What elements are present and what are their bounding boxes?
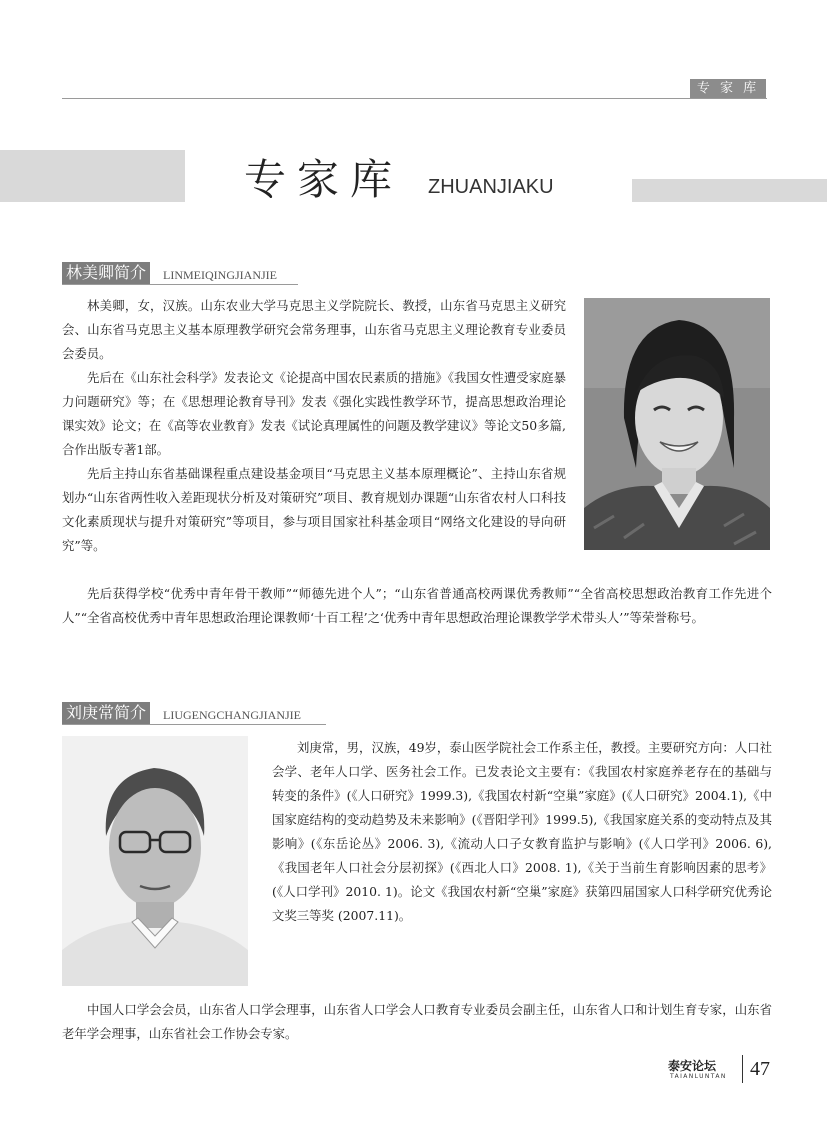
section-2-body-wide xyxy=(62,998,772,1046)
section-1-pinyin: LINMEIQINGJIANJIE xyxy=(163,268,277,282)
footer-divider xyxy=(742,1055,743,1083)
page-title: 专家库 xyxy=(244,155,404,204)
section-1-body-wide xyxy=(62,582,772,630)
page-title-pinyin: ZHUANJIAKU xyxy=(428,176,554,198)
page-number: 47 xyxy=(750,1058,770,1080)
section-1-rule xyxy=(62,284,298,285)
portrait-photo-lin-meiqing xyxy=(584,298,770,550)
section-1-paragraph: 先后主持山东省基础课程重点建设基金项目“马克思主义基本原理概论”、主持山东省规划办“山东省两性收入差距现状分析及对策研究”项目、教育规划办课题“山东省农村人口科技文化素质现状与提升对策研究”等项目，参与项目国家社科基金项目“网络文化建设的导向研究”等。 xyxy=(62,466,566,553)
title-band-right xyxy=(632,179,827,202)
section-2-label: 刘庚常简介 xyxy=(62,702,150,724)
section-1-body xyxy=(62,294,566,558)
section-2-body xyxy=(272,736,772,928)
section-1-paragraph: 先后获得学校“优秀中青年骨干教师”“师德先进个人”；“山东省普通高校两课优秀教师”“全省高校思想政治教育工作先进个人”“全省高校优秀中青年思想政治理论课教师‘十百工程’之‘优秀中青年思想政治理论课教学学术带头人’”等荣誉称号。 xyxy=(62,586,772,625)
footer-brand: 泰安论坛 xyxy=(668,1059,717,1073)
column-tag: 专 家 库 xyxy=(690,79,766,98)
footer-brand-pinyin: TAIANLUNTAN xyxy=(670,1073,727,1080)
section-2-rule xyxy=(62,724,326,725)
section-2-paragraph: 中国人口学会会员，山东省人口学会理事，山东省人口学会人口教育专业委员会副主任，山东省人口和计划生育专家，山东省老年学会理事，山东省社会工作协会专家。 xyxy=(62,1002,772,1041)
section-2-pinyin: LIUGENGCHANGJIANJIE xyxy=(163,708,301,722)
section-2-paragraph: 刘庚常，男，汉族，49岁，泰山医学院社会工作系主任，教授。主要研究方向：人口社会学、老年人口学、医务社会工作。已发表论文主要有：《我国农村家庭养老存在的基础与转变的条件》(《人口研究》1999.3),《我国农村新“空巢”家庭》(《人口研究》2004.1),《中国家庭结构的变动趋势及未来影响》(《晋阳学刊》1999.5),《我国家庭关系的变动特点及其影响》(《东岳论丛》2006. 3),《流动人口子女教育监护与影响》(《人口学刊》2006. 6),《我国老年人口社会分层初探》(《西北人口》2008. 1),《关于当前生育影响因素的思考》(《人口学刊》2010. 1)。论文《我国农村新“空巢”家庭》获第四届国家人口科学研究优秀论文奖三等奖 (2007.11)。 xyxy=(272,740,772,923)
header-rule xyxy=(62,98,767,99)
section-1-paragraph: 林美卿，女，汉族。山东农业大学马克思主义学院院长、教授，山东省马克思主义研究会、山东省马克思主义基本原理教学研究会常务理事，山东省马克思主义理论教育专业委员会委员。 xyxy=(62,298,566,361)
title-band-left xyxy=(0,150,185,202)
section-1-label: 林美卿简介 xyxy=(62,262,150,284)
portrait-photo-liu-gengchang xyxy=(62,736,248,986)
section-1-paragraph: 先后在《山东社会科学》发表论文《论提高中国农民素质的措施》《我国女性遭受家庭暴力问题研究》等；在《思想理论教育导刊》发表《强化实践性教学环节，提高思想政治理论课实效》论文；在《高等农业教育》发表《试论真理属性的问题及教学建议》等论文50多篇,合作出版专著1部。 xyxy=(62,370,566,457)
